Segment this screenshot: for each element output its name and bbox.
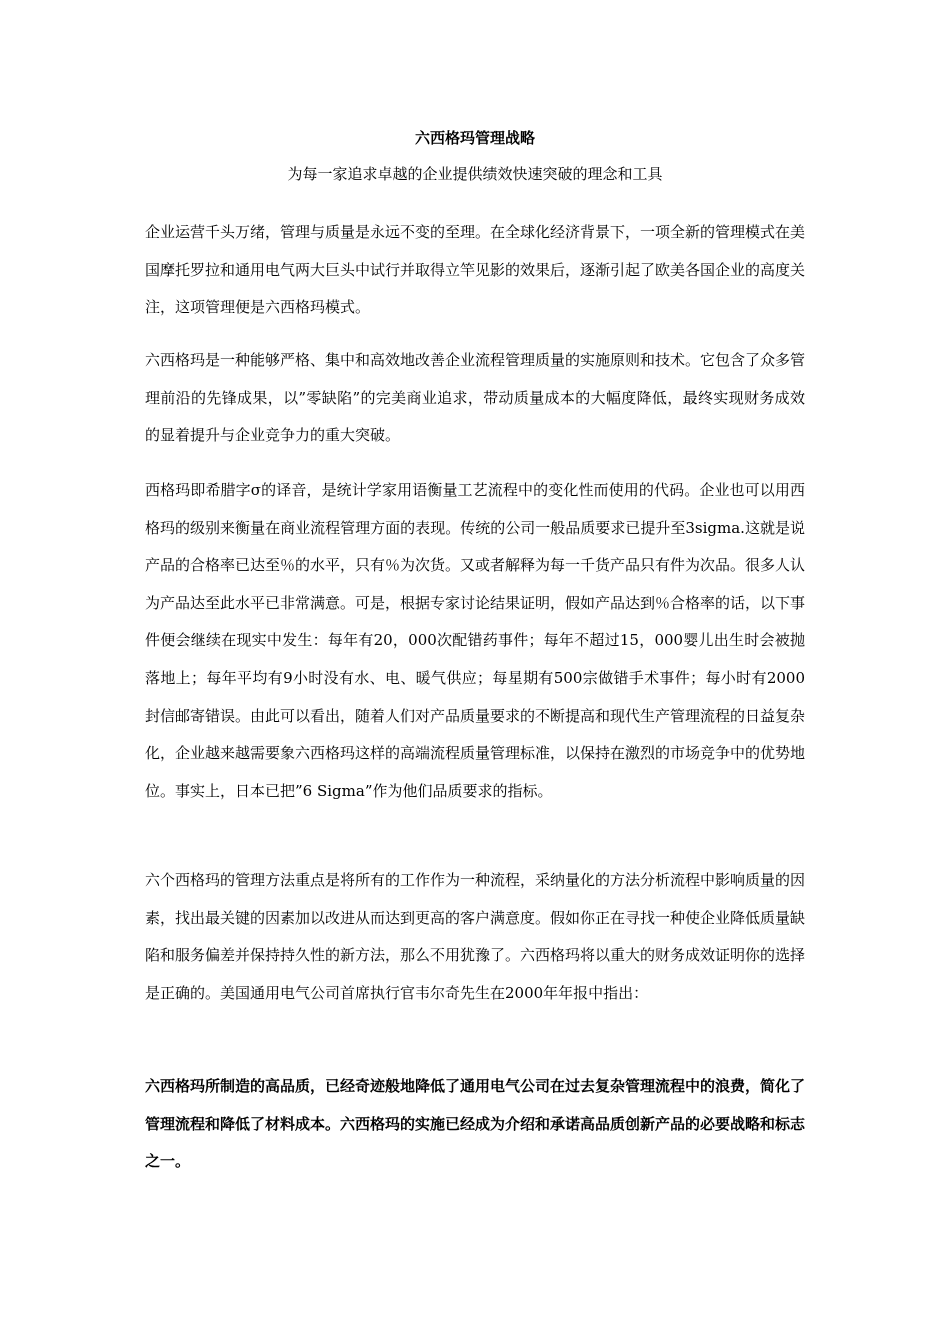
document-title: 六西格玛管理战略 — [414, 129, 535, 147]
paragraph-quote: 六西格玛所制造的高品质，已经奇迹般地降低了通用电气公司在过去复杂管理流程中的浪费，简化了管理流程和降低了材料成本。六西格玛的实施已经成为介绍和承诺高品质创新产品的必要战略和标志之一。 — [145, 1077, 806, 1171]
paragraph-sigma-meaning: 西格玛即希腊字σ的译音，是统计学家用语衡量工艺流程中的变化性而使用的代码。企业也可以用西格玛的级别来衡量在商业流程管理方面的表现。传统的公司一般品质要求已提升至3sigma.这就是说产品的合格率已达至％的水平，只有％为次货。又或者解释为每一千货产品只有件为次品。很多人认为产品达至此水平已非常满意。可是，根据专家讨论结果证明，假如产品达到％合格率的话，以下事件便会继续在现实中发生：每年有20，000次配错药事件；每年不超过15，000婴儿出生时会被抛落地上；每年平均有9小时没有水、电、暖气供应；每星期有500宗做错手术事件；每小时有2000封信邮寄错误。由此可以看出，随着人们对产品质量要求的不断提高和现代生产管理流程的日益复杂化，企业越来越需要象六西格玛这样的高端流程质量管理标准，以保持在激烈的市场竞争中的优势地位。事实上，日本已把”6 Sigma”作为他们品质要求的指标。 — [145, 481, 806, 800]
paragraph-intro: 企业运营千头万绪，管理与质量是永远不变的至理。在全球化经济背景下，一项全新的管理模式在美国摩托罗拉和通用电气两大巨头中试行并取得立竿见影的效果后，逐渐引起了欧美各国企业的高度关注，这项管理便是六西格玛模式。 — [145, 223, 806, 317]
paragraph-method: 六个西格玛的管理方法重点是将所有的工作作为一种流程，采纳量化的方法分析流程中影响质量的因素，找出最关键的因素加以改进从而达到更高的客户满意度。假如你正在寻找一种使企业降低质量缺陷和服务偏差并保持持久性的新方法，那么不用犹豫了。六西格玛将以重大的财务成效证明你的选择是正确的。美国通用电气公司首席执行官韦尔奇先生在2000年年报中指出： — [145, 871, 806, 1002]
document-subtitle: 为每一家追求卓越的企业提供绩效快速突破的理念和工具 — [287, 165, 663, 183]
paragraph-definition: 六西格玛是一种能够严格、集中和高效地改善企业流程管理质量的实施原则和技术。它包含了众多管理前沿的先锋成果，以”零缺陷”的完美商业追求，带动质量成本的大幅度降低，最终实现财务成效的显着提升与企业竞争力的重大突破。 — [145, 351, 806, 445]
